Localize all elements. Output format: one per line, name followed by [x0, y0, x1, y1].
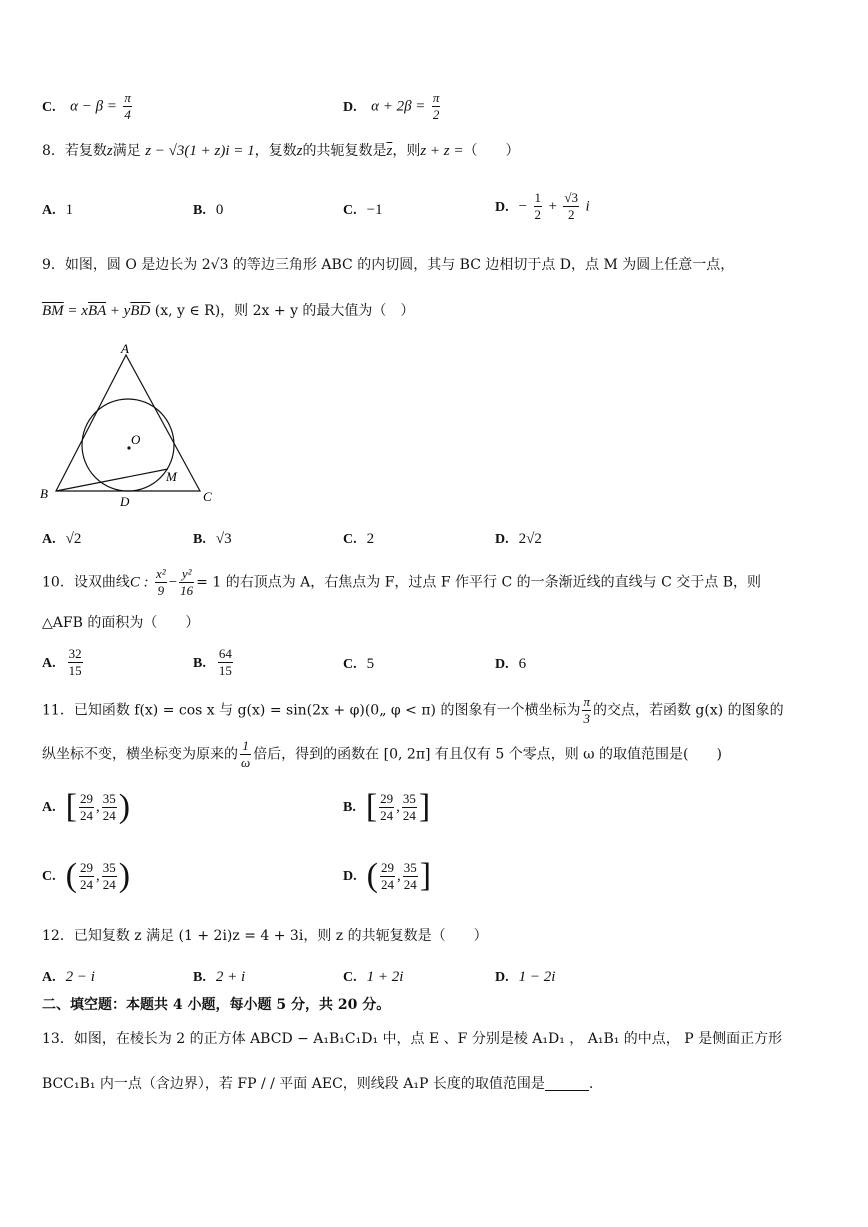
- q13-stem-line1: 13．如图，在棱长为 2 的正方体 ABCD − A₁B₁C₁D₁ 中，点 E 、F 分别是棱 A₁D₁ ， A₁B₁ 的中点， P 是侧面正方形: [42, 1031, 783, 1047]
- q9-option-b: B. √3: [193, 531, 232, 547]
- fraction: $\frac{\text{y²}}{16}$: [180, 566, 194, 598]
- label-b: B: [40, 486, 48, 501]
- q12-option-c: C. 1 + 2i: [343, 969, 404, 985]
- fraction: $\frac{\pi}{3}$: [583, 694, 590, 726]
- fraction: $\frac{\text{x²}}{9}$: [156, 566, 166, 598]
- answer-blank[interactable]: [545, 1076, 589, 1091]
- q9-stem-line1: 9．如图，圆 O 是边长为 2√3 的等边三角形 ABC 的内切圆，其与 BC 边相切于点 D，点 M 为圆上任意一点，: [42, 257, 735, 273]
- q10-stem-line2: △AFB 的面积为（ ）: [42, 615, 200, 631]
- q7-option-d: [343, 90, 442, 123]
- q12-option-a: A. 2 − i: [42, 969, 95, 985]
- q10-option-d: D. 6: [495, 656, 527, 672]
- q9-figure: [36, 338, 226, 510]
- option-label: D.: [343, 99, 357, 115]
- fraction: $\frac{\pi}{2}$: [432, 90, 440, 122]
- fraction: $\frac{1}{2}$: [534, 190, 542, 222]
- q12-option-d: D. 1 − 2i: [495, 969, 556, 985]
- label-o: O: [131, 432, 141, 447]
- q8-option-d: D. − $\frac{1}{2}$ + $\frac{√3}{2}$ i: [495, 190, 590, 222]
- q10-option-b: B. $\frac{64}{15}$: [193, 646, 232, 678]
- q11-option-a: A. [ $\frac{29}{24}$ , $\frac{35}{24}$ ): [42, 788, 131, 825]
- q9-option-a: A. √2: [42, 531, 82, 547]
- q10-option-a: A. $\frac{32}{15}$: [42, 646, 82, 678]
- q10-stem-line1: 10．设双曲线C : $\frac{\text{x²}}{9}$ − $\frac{\text{y²}}{16}$ = 1 的右顶点为 A，右焦点为 F，过点 F 作平行 C 的一条渐近线的直线与 C 交于点 B，则: [42, 566, 762, 598]
- fraction: $\frac{√3}{2}$: [564, 190, 579, 222]
- q9-stem-line2: $\overline{BM} = x\overline{BA} + y\overline{BD}$ (x, y ∈ R)，则 2x + y 的最大值为（ ）: [42, 303, 415, 319]
- fraction: $\frac{1}{\omega}$: [241, 738, 251, 770]
- q13-stem-line2: BCC₁B₁ 内一点（含边界），若 FP / / 平面 AEC，则线段 A₁P 长度的取值范围是 .: [42, 1076, 594, 1092]
- q11-stem-line2: 纵坐标不变，横坐标变为原来的 $\frac{1}{\omega}$ 倍后，得到的函数在 [0, 2π] 有且仅有 5 个零点，则 ω 的取值范围是( ): [42, 738, 722, 770]
- q11-stem-line1: 11．已知函数 f(x) = cos x 与 g(x) = sin(2x + φ)(0„ φ < π) 的图象有一个横坐标为 $\frac{\pi}{3}$ 的交点，若函数 g(x) 的图象的: [42, 694, 784, 726]
- section-heading: 二、填空题：本题共 4 小题，每小题 5 分，共 20 分。: [42, 997, 391, 1013]
- q12-option-b: B. 2 + i: [193, 969, 246, 985]
- label-c: C: [203, 489, 212, 504]
- q8-stem: 8．若复数z满足 z − √3(1 + z)i = 1，复数z的共轭复数是$\overline{z}$，则z + z =（ ）: [42, 143, 520, 159]
- q11-option-c: C. ( $\frac{29}{24}$ , $\frac{35}{24}$ ): [42, 857, 131, 894]
- q8-option-b: B. 0: [193, 202, 224, 218]
- q9-option-c: C. 2: [343, 531, 375, 547]
- q8-option-a: A. 1: [42, 202, 74, 218]
- label-a: A: [121, 341, 129, 356]
- fraction: $\frac{\pi}{4}$: [124, 90, 131, 122]
- q10-option-c: C. 5: [343, 656, 375, 672]
- label-m: M: [166, 469, 177, 484]
- q11-option-d: D. ( $\frac{29}{24}$ , $\frac{35}{24}$ ]: [343, 857, 432, 894]
- q8-option-c: C. −1: [343, 202, 383, 218]
- option-text: α + 2β =: [371, 98, 426, 115]
- q7-option-c: [42, 90, 134, 123]
- triangle-abc: [56, 355, 200, 491]
- option-label: C.: [42, 99, 56, 115]
- q12-stem: 12．已知复数 z 满足 (1 + 2i)z = 4 + 3i，则 z 的共轭复数是（ ）: [42, 928, 488, 944]
- q11-option-b: B. [ $\frac{29}{24}$ , $\frac{35}{24}$ ]: [343, 788, 431, 825]
- q9-option-d: D. 2√2: [495, 531, 542, 547]
- option-text: α − β =: [70, 98, 117, 115]
- label-d: D: [120, 494, 130, 509]
